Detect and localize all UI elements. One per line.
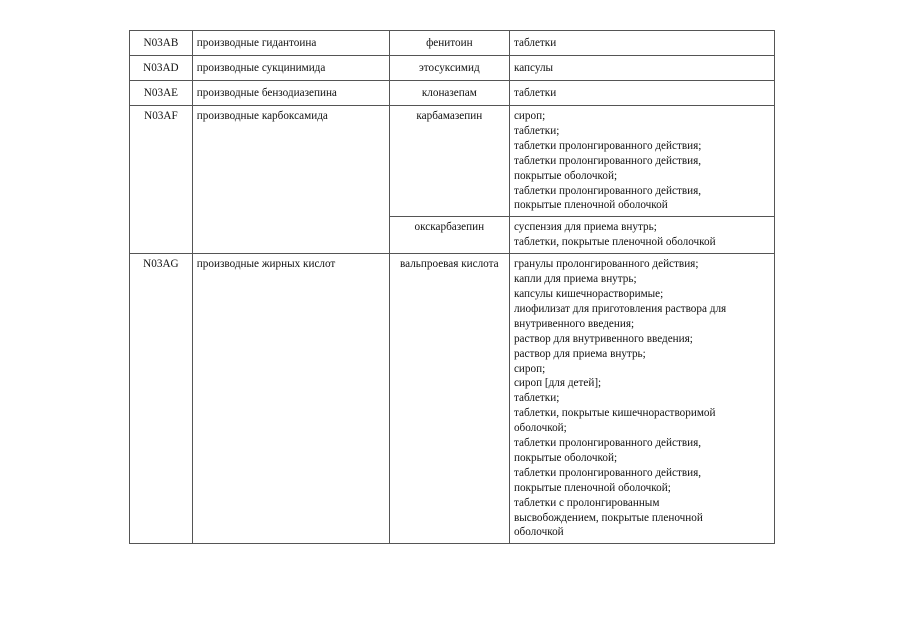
dosage-form-line: раствор для приема внутрь;: [513, 347, 646, 360]
dosage-form-line: таблетки пролонгированного действия,: [513, 184, 702, 197]
dosage-form-line: покрытые оболочкой;: [513, 451, 618, 464]
atc-code-cell: N03AG: [130, 254, 193, 544]
table-row: [130, 106, 775, 217]
atc-code-cell: N03AB: [130, 31, 193, 56]
dosage-form-line: оболочкой: [513, 526, 564, 539]
dosage-form-line: таблетки, покрытые кишечнорастворимой: [513, 407, 716, 420]
dosage-form-line: капли для приема внутрь;: [513, 273, 637, 286]
dosage-form-line: высвобождением, покрытые пленочной: [513, 511, 703, 524]
drug-table: [129, 30, 775, 544]
dosage-form-line: сироп;: [513, 110, 546, 122]
dosage-form-line: внутривенного введения;: [513, 317, 635, 330]
dosage-form-line: покрытые пленочной оболочкой;: [513, 481, 671, 494]
dosage-form-cell: [509, 254, 774, 544]
dosage-form-line: капсулы: [513, 62, 554, 74]
table-row: [130, 81, 775, 106]
drug-name-cell: фенитоин: [389, 31, 509, 56]
dosage-form-cell: [509, 217, 774, 254]
dosage-form-line: таблетки: [513, 87, 557, 99]
dosage-form-line: гранулы пролонгированного действия;: [513, 258, 699, 271]
dosage-form-cell: [509, 31, 774, 56]
dosage-form-line: таблетки пролонгированного действия,: [513, 437, 702, 450]
atc-code-cell: N03AF: [130, 106, 193, 254]
drug-name-cell: этосуксимид: [389, 56, 509, 81]
drug-name-cell: клоназепам: [389, 81, 509, 106]
dosage-form-line: покрытые пленочной оболочкой: [513, 199, 668, 212]
dosage-form-line: сироп [для детей];: [513, 377, 602, 390]
dosage-form-cell: [509, 56, 774, 81]
group-cell: производные гидантоина: [192, 31, 389, 56]
atc-code-cell: N03AE: [130, 81, 193, 106]
drug-name-cell: вальпроевая кислота: [389, 254, 509, 544]
dosage-form-cell: [509, 106, 774, 217]
dosage-form-line: оболочкой;: [513, 422, 567, 435]
dosage-form-line: лиофилизат для приготовления раствора для: [513, 302, 727, 315]
dosage-form-line: капсулы кишечнорастворимые;: [513, 287, 664, 300]
dosage-form-line: таблетки пролонгированного действия,: [513, 466, 702, 479]
table-row: [130, 56, 775, 81]
dosage-form-line: таблетки: [513, 37, 557, 49]
dosage-form-line: таблетки пролонгированного действия;: [513, 139, 702, 152]
drug-name-cell: окскарбазепин: [389, 217, 509, 254]
dosage-form-line: суспензия для приема внутрь;: [513, 221, 657, 234]
dosage-form-line: раствор для внутривенного введения;: [513, 332, 693, 345]
group-cell: производные сукцинимида: [192, 56, 389, 81]
dosage-form-line: таблетки с пролонгированным: [513, 496, 660, 509]
table-row: [130, 31, 775, 56]
group-cell: производные жирных кислот: [192, 254, 389, 544]
dosage-form-line: сироп;: [513, 362, 546, 375]
dosage-form-line: таблетки пролонгированного действия,: [513, 154, 702, 167]
atc-code-cell: N03AD: [130, 56, 193, 81]
dosage-form-line: таблетки;: [513, 124, 560, 137]
group-cell: производные бензодиазепина: [192, 81, 389, 106]
group-cell: производные карбоксамида: [192, 106, 389, 254]
dosage-form-line: таблетки, покрытые пленочной оболочкой: [513, 236, 716, 249]
dosage-form-cell: [509, 81, 774, 106]
dosage-form-line: покрытые оболочкой;: [513, 169, 618, 182]
drug-name-cell: карбамазепин: [389, 106, 509, 217]
table-row: [130, 254, 775, 544]
dosage-form-line: таблетки;: [513, 392, 560, 405]
